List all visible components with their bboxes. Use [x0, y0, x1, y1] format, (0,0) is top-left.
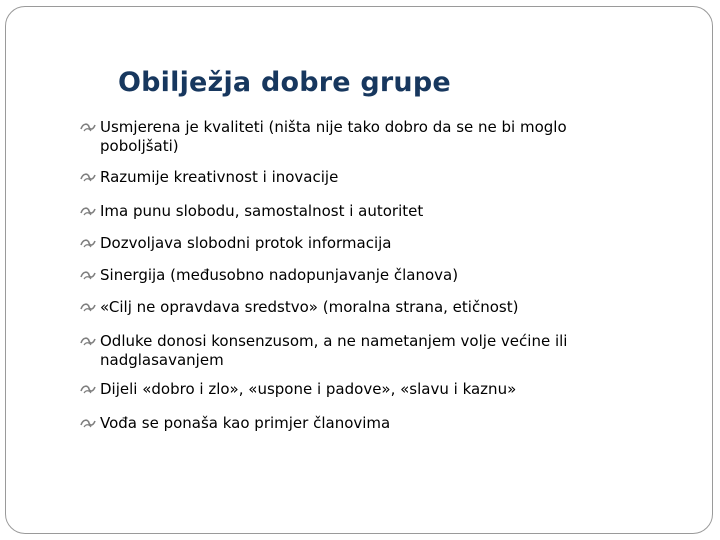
bullet-text: Sinergija (međusobno nadopunjavanje članova) [100, 266, 459, 284]
bullet-item [80, 266, 640, 285]
swirl-bullet-icon [80, 417, 96, 429]
bullet-text: Vođa se ponaša kao primjer članovima [100, 414, 391, 432]
bullet-text: Razumije kreativnost i inovacije [100, 168, 339, 186]
slide-title: Obilježja dobre grupe [118, 67, 451, 98]
swirl-bullet-icon [80, 335, 96, 347]
bullet-item [80, 380, 640, 399]
bullet-text: Odluke donosi konsenzusom, a ne nametanjem volje većine ili nadglasavanjem [100, 332, 568, 369]
bullet-text: «Cilj ne opravdava sredstvo» (moralna strana, etičnost) [100, 298, 519, 316]
bullet-item [80, 332, 640, 370]
swirl-bullet-icon [80, 301, 96, 313]
swirl-bullet-icon [80, 269, 96, 281]
swirl-bullet-icon [80, 383, 96, 395]
bullet-item [80, 202, 640, 221]
swirl-bullet-icon [80, 121, 96, 133]
bullet-item [80, 298, 640, 317]
bullet-text: Dijeli «dobro i zlo», «uspone i padove», «slavu i kaznu» [100, 380, 517, 398]
bullet-item [80, 168, 640, 187]
bullet-item [80, 414, 640, 433]
swirl-bullet-icon [80, 205, 96, 217]
swirl-bullet-icon [80, 171, 96, 183]
bullet-item [80, 234, 640, 253]
bullet-text: Ima punu slobodu, samostalnost i autoritet [100, 202, 424, 220]
bullet-text: Usmjerena je kvaliteti (ništa nije tako dobro da se ne bi moglo poboljšati) [100, 118, 567, 155]
bullet-item [80, 118, 640, 156]
bullet-text: Dozvoljava slobodni protok informacija [100, 234, 392, 252]
swirl-bullet-icon [80, 237, 96, 249]
